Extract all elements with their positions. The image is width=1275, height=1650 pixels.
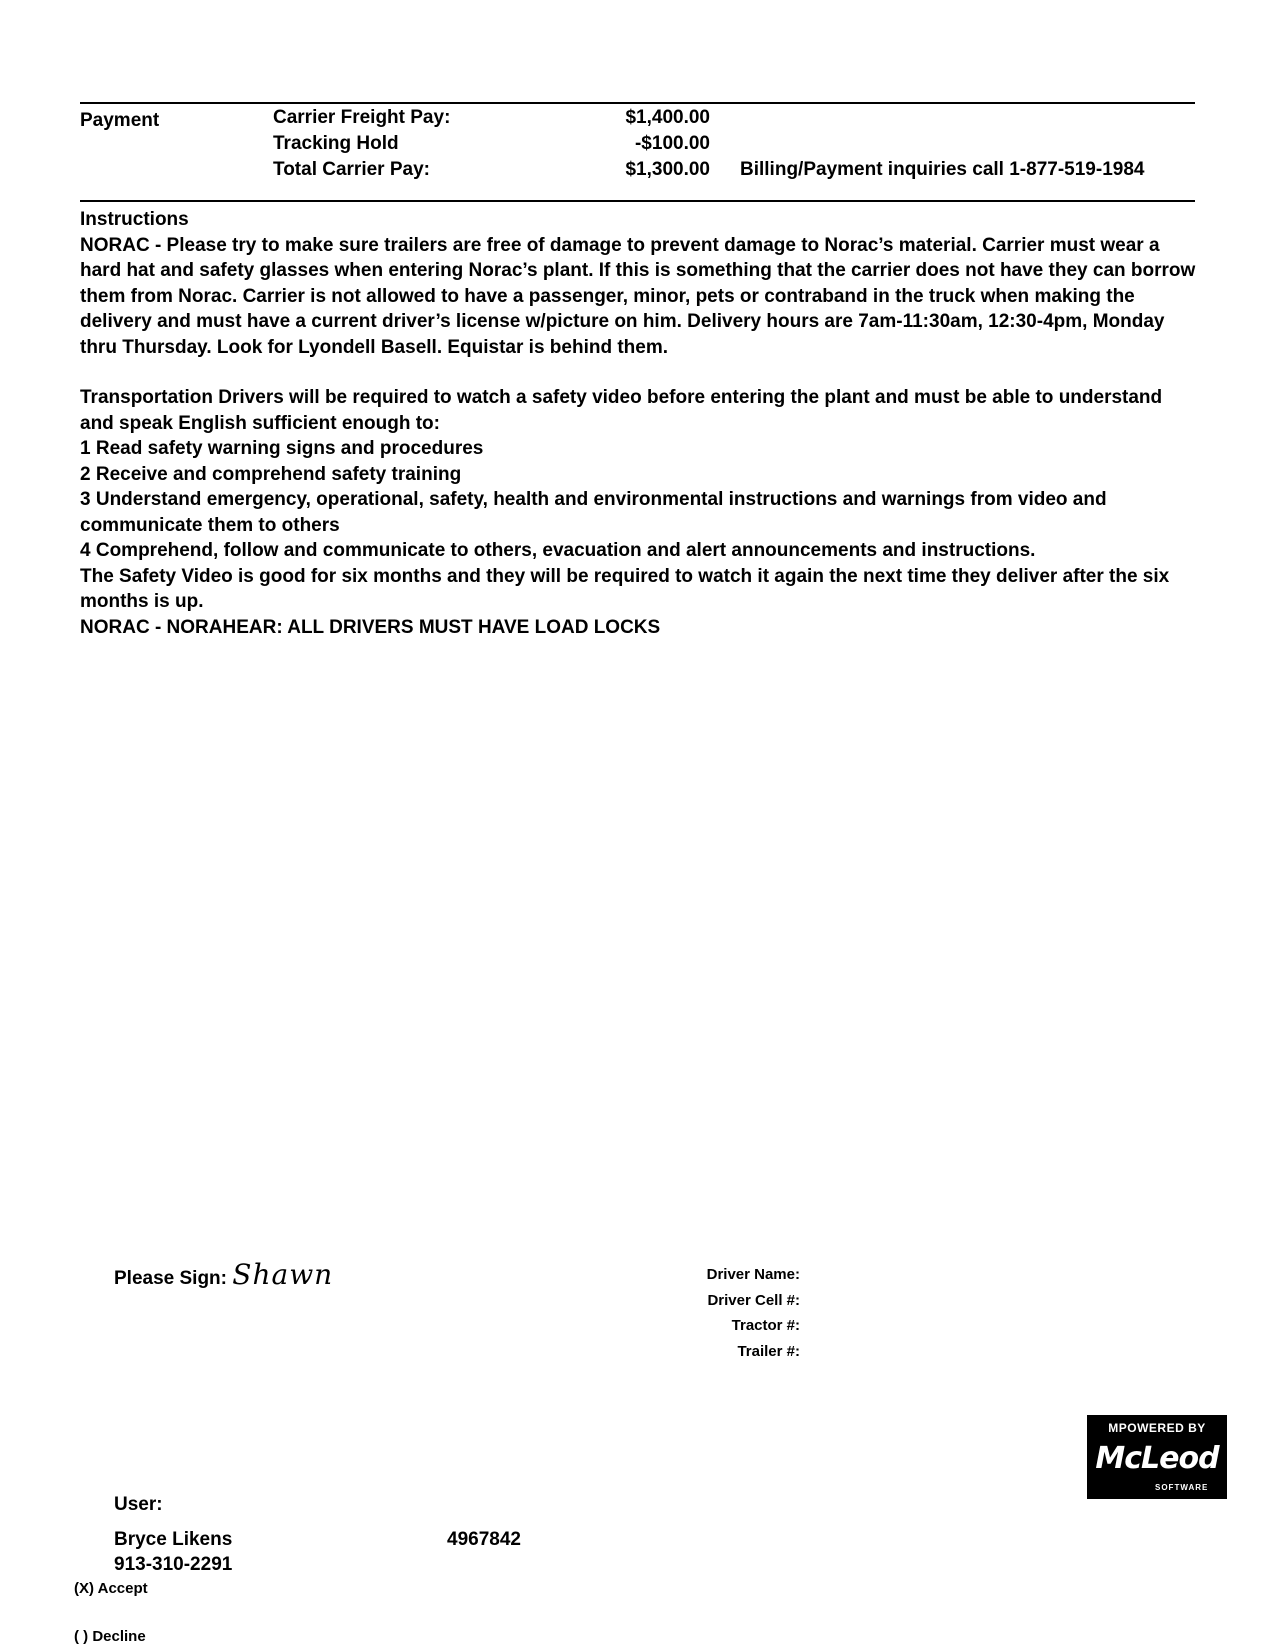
norac-paragraph: NORAC - Please try to make sure trailers are free of damage to prevent damage to Norac’s material. Carrier must wear a hard hat and safety glasses when entering Norac’s plant. If this is something that the carrier does not have they can borrow them from Norac. Carrier is not allowed to have a passenger, minor, pets or contraband in the truck when making the delivery and must have a current driver’s license w/picture on him. Delivery hours are 7am-11:30am, 12:30-4pm, Monday thru Thursday. Look for Lyondell Basell. Equistar is behind them. xyxy=(80,234,1196,358)
driver-name-label: Driver Name: xyxy=(706,1266,800,1283)
requirement-item: 2 Receive and comprehend safety training xyxy=(80,463,462,485)
logo-powered-by: MPOWERED BY xyxy=(1108,1421,1206,1435)
payment-rule xyxy=(80,200,1195,202)
user-name: Bryce Likens xyxy=(114,1529,233,1550)
billing-inquiries: Billing/Payment inquiries call 1-877-519-1984 xyxy=(740,159,1145,180)
payment-item-total: Total Carrier Pay: xyxy=(273,159,430,180)
logo-main: McLeod xyxy=(1095,1441,1219,1476)
user-phone: 913-310-2291 xyxy=(114,1554,233,1575)
user-id: 4967842 xyxy=(447,1529,521,1550)
decline-option[interactable]: ( ) Decline xyxy=(74,1628,146,1645)
driver-cell-label: Driver Cell #: xyxy=(707,1292,800,1309)
logo-sub: SOFTWARE xyxy=(1155,1483,1209,1492)
payment-amount-total: $1,300.00 xyxy=(625,159,710,180)
instructions-block xyxy=(80,207,1200,640)
tractor-label: Tractor #: xyxy=(731,1317,800,1334)
mcleod-logo xyxy=(1087,1415,1227,1499)
load-locks-note: NORAC - NORAHEAR: ALL DRIVERS MUST HAVE LOAD LOCKS xyxy=(80,616,661,638)
accept-option[interactable]: (X) Accept xyxy=(74,1580,148,1597)
payment-label: Payment xyxy=(80,110,160,131)
signature-value: Shawn xyxy=(232,1258,334,1291)
video-note: The Safety Video is good for six months and they will be required to watch it again the next time they deliver after the six months is up. xyxy=(80,565,1170,612)
requirement-item: 4 Comprehend, follow and communicate to others, evacuation and alert announcements and instructions. xyxy=(80,540,1036,561)
payment-item-freight: Carrier Freight Pay: xyxy=(273,107,451,128)
requirement-item: 1 Read safety warning signs and procedures xyxy=(80,438,484,459)
payment-amount-freight: $1,400.00 xyxy=(625,107,710,128)
transport-intro: Transportation Drivers will be required to watch a safety video before entering the plant and must be able to understand and speak English sufficient enough to: xyxy=(80,387,1163,434)
requirement-item: 3 Understand emergency, operational, safety, health and environmental instructions and warnings from video and communicate them to others xyxy=(80,489,1107,536)
signature-area[interactable] xyxy=(114,1258,333,1291)
user-label: User: xyxy=(114,1494,163,1515)
payment-item-tracking-hold: Tracking Hold xyxy=(273,133,399,154)
top-rule xyxy=(80,102,1195,104)
trailer-label: Trailer #: xyxy=(737,1343,800,1360)
signature-label: Please Sign: xyxy=(114,1268,227,1289)
payment-amount-tracking-hold: -$100.00 xyxy=(634,133,710,154)
instructions-heading: Instructions xyxy=(80,209,189,230)
